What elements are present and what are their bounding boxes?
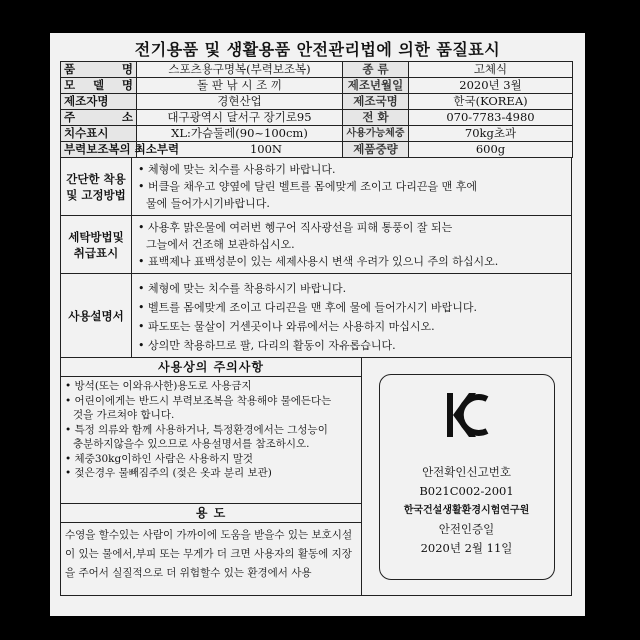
wash-section [60,216,572,274]
spec-value: 100N [137,142,343,158]
caution-line: 것을 가르쳐야 합니다. [73,409,175,421]
spec-key: 사용가능체중 [343,126,409,142]
spec-value: 돌 판 낚 시 조 끼 [137,78,343,94]
spec-key: 치수표시 [61,126,137,142]
spec-value: 한국(KOREA) [409,94,573,110]
spec-key: 제조년월일 [343,78,409,94]
section-line: • 파도또는 물살이 거센곳이나 와류에서는 사용하지 마십시오. [138,320,435,333]
spec-key: 품 명 [61,62,137,78]
caution-line: • 특정 의류와 함께 사용하거나, 특정환경에서는 그성능이 [65,423,328,436]
spec-value: 경현산업 [137,94,343,110]
certification-column [362,358,571,595]
spec-key: 제품중량 [343,142,409,158]
spec-value: 스포츠용구명복(부력보조복) [137,62,343,78]
section-line: 그늘에서 건조해 보관하십시오. [146,238,295,251]
spec-key: 부력보조복의 최소부력 [61,142,137,158]
section-line: • 상의만 착용하므로 팔, 다리의 활동이 자유롭습니다. [138,339,396,352]
spec-value: 070-7783-4980 [409,110,573,126]
spec-key: 제조자명 [61,94,137,110]
section-line: • 체형에 맞는 치수를 착용하시기 바랍니다. [138,282,347,295]
section-body [132,216,571,273]
section-line: • 표백제나 표백성분이 있는 세제사용시 변색 우려가 있으니 주의 하십시오. [138,255,499,268]
section-line: 물에 들어가시기바랍니다. [146,197,270,210]
section-line: • 체형에 맞는 치수를 사용하기 바랍니다. [138,163,336,176]
spec-value: 대구광역시 달서구 장기로95 [137,110,343,126]
spec-value: 70kg초과 [409,126,573,142]
kc-certification-box [379,374,555,580]
caution-line: 충분하지않을수 있으므로 사용설명서를 참조하시오. [73,438,310,450]
wear-section [60,158,572,216]
cert-date-label: 안전인증일 [438,521,495,536]
spec-key: 종 류 [343,62,409,78]
cautions-list [61,377,361,503]
section-body [132,158,571,215]
spec-row [61,62,573,78]
section-header: 사용설명서 [61,274,132,357]
section-line: • 버클을 채우고 양옆에 달린 벨트를 몸에맞게 조이고 다리끈을 맨 후에 [138,180,477,193]
spec-row [61,142,573,158]
spec-row [61,126,573,142]
label-title: 전기용품 및 생활용품 안전관리법에 의한 품질표시 [134,40,501,59]
spec-table [60,61,573,158]
cautions-header: 사용상의 주의사항 [61,358,361,377]
bottom-area [60,358,572,596]
spec-row [61,78,573,94]
kc-mark-icon [445,389,489,441]
cautions-column [61,358,362,595]
spec-key: 전 화 [343,110,409,126]
manual-section [60,274,572,358]
section-header: 세탁방법및 취급표시 [61,216,132,273]
usage-header: 용 도 [61,503,361,523]
spec-key: 모 델 명 [61,78,137,94]
section-line: • 벨트를 몸에맞게 조이고 다리끈을 맨 후에 물에 들어가시기 바랍니다. [138,301,477,314]
caution-line: • 젖은경우 물빼짐주의 (젖은 옷과 분리 보관) [65,467,272,479]
usage-text: 수영을 할수있는 사람이 가까이에 도움을 받을수 있는 보호시설이 있는 물에서,부피 또는 무게가 더 크면 사용자의 활동에 지장을 주어서 실질적으로 더 위험할수 있는 환경에서 사용 [65,529,353,579]
spec-key: 제조국명 [343,94,409,110]
product-label [50,33,585,616]
section-line: • 사용후 맑은물에 여러번 헹구어 직사광선을 피해 통풍이 잘 되는 [138,221,453,234]
section-header: 간단한 착용 및 고정방법 [61,158,132,215]
spec-key: 주 소 [61,110,137,126]
spec-value: 고체식 [409,62,573,78]
cert-number: B021C002-2001 [419,483,514,498]
spec-value: 600g [409,142,573,158]
spec-row [61,94,573,110]
caution-line: • 어린이에게는 반드시 부력보조복을 착용해야 물에든다는 [65,394,332,407]
caution-line: • 방석(또는 이와유사한)용도로 사용금지 [65,380,252,392]
spec-value: XL:가슴둘레(90~100cm) [137,126,343,142]
cert-organization: 한국건설생활환경시험연구원 [403,504,530,516]
cert-date: 2020년 2월 11일 [420,540,513,555]
section-body [132,274,571,357]
spec-row [61,110,573,126]
cert-number-label: 안전확인신고번호 [422,464,511,479]
spec-value: 2020년 3월 [409,78,573,94]
caution-line: • 체중30kg이하인 사람은 사용하지 말것 [65,452,253,465]
